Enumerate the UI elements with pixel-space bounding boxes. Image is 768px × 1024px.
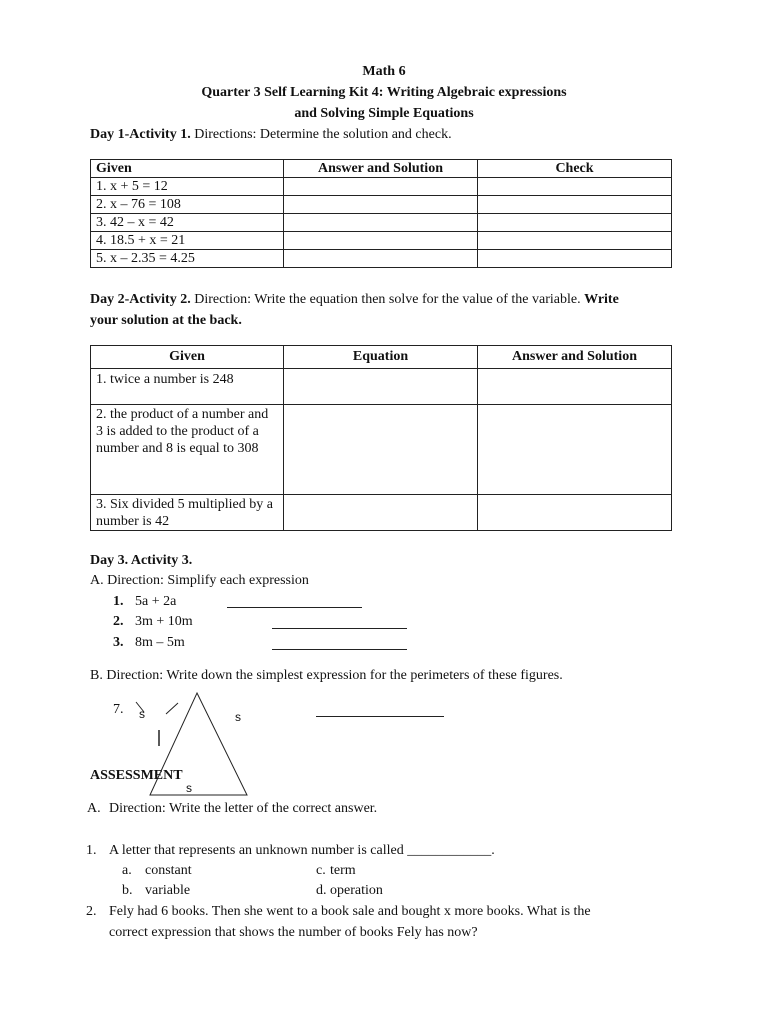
column-header: Answer and Solution	[478, 346, 672, 369]
question-1-text: A letter that represents an unknown number is called ____________.	[109, 843, 495, 858]
question-number: 2.	[86, 904, 97, 919]
table-row	[91, 214, 672, 232]
table-row	[91, 369, 672, 405]
given-cell: 1. twice a number is 248	[91, 369, 284, 405]
check-cell[interactable]	[478, 232, 672, 250]
day3-part-a-direction: A. Direction: Simplify each expression	[90, 573, 309, 588]
day2-direction: Direction: Write the equation then solve for the value of the variable.	[190, 292, 585, 307]
option-text[interactable]: operation	[330, 883, 383, 898]
day2-heading-line2: your solution at the back.	[90, 313, 242, 328]
table-row	[91, 232, 672, 250]
day2-heading	[90, 292, 619, 308]
option-text[interactable]: constant	[145, 863, 192, 878]
assessment-part-a-direction: Direction: Write the letter of the correct answer.	[109, 801, 378, 816]
side-label: s	[186, 781, 192, 795]
day3-heading: Day 3. Activity 3.	[90, 553, 193, 568]
given-cell: 3. Six divided 5 multiplied by a number is 42	[91, 495, 284, 531]
equation-cell[interactable]	[284, 495, 478, 531]
given-cell: 2. x – 76 = 108	[91, 196, 284, 214]
question-number: 1.	[86, 843, 97, 858]
item-7-number: 7.	[113, 702, 124, 717]
question-2-text-line1: Fely had 6 books. Then she went to a book sale and bought x more books. What is the	[109, 904, 591, 919]
day1-heading	[90, 127, 452, 143]
answer-cell[interactable]	[284, 214, 478, 232]
table-header-row	[91, 346, 672, 369]
item-expression: 3m + 10m	[135, 614, 193, 629]
table-row	[91, 495, 672, 531]
column-header: Given	[91, 160, 284, 178]
given-cell: 5. x – 2.35 = 4.25	[91, 250, 284, 268]
day2-label: Day 2-Activity 2.	[90, 292, 191, 307]
day3-part-b-direction: B. Direction: Write down the simplest expression for the perimeters of these figures.	[90, 668, 563, 683]
assessment-part-a-letter: A.	[87, 801, 101, 816]
column-header: Equation	[284, 346, 478, 369]
answer-cell[interactable]	[478, 369, 672, 405]
answer-blank[interactable]	[272, 628, 407, 629]
table-row	[91, 250, 672, 268]
tick-mark	[166, 703, 178, 714]
answer-blank[interactable]	[316, 716, 444, 717]
option-text[interactable]: term	[330, 863, 356, 878]
side-label: s	[235, 710, 241, 724]
option-letter: c.	[316, 863, 326, 878]
check-cell[interactable]	[478, 196, 672, 214]
day2-table	[90, 345, 672, 531]
answer-cell[interactable]	[284, 250, 478, 268]
answer-cell[interactable]	[284, 232, 478, 250]
item-expression: 8m – 5m	[135, 635, 185, 650]
simplify-item	[113, 594, 176, 610]
answer-blank[interactable]	[272, 649, 407, 650]
day1-direction: Directions: Determine the solution and check.	[190, 127, 452, 142]
simplify-item	[113, 614, 193, 630]
option-letter: b.	[122, 883, 133, 898]
question-2-text-line2: correct expression that shows the number of books Fely has now?	[109, 925, 478, 940]
item-number: 1.	[113, 594, 124, 609]
equation-cell[interactable]	[284, 369, 478, 405]
table-row	[91, 196, 672, 214]
answer-cell[interactable]	[478, 405, 672, 495]
given-cell: 3. 42 – x = 42	[91, 214, 284, 232]
check-cell[interactable]	[478, 178, 672, 196]
side-label: s	[139, 707, 145, 721]
answer-cell[interactable]	[478, 495, 672, 531]
option-letter: a.	[122, 863, 132, 878]
item-number: 2.	[113, 614, 124, 629]
given-cell: 2. the product of a number and 3 is added to the product of a number and 8 is equal to 308	[91, 405, 284, 495]
kit-title-line2: and Solving Simple Equations	[294, 106, 474, 121]
check-cell[interactable]	[478, 250, 672, 268]
answer-cell[interactable]	[284, 178, 478, 196]
column-header: Answer and Solution	[284, 160, 478, 178]
equation-cell[interactable]	[284, 405, 478, 495]
day1-table	[90, 159, 672, 268]
table-row	[91, 178, 672, 196]
column-header: Check	[478, 160, 672, 178]
simplify-item	[113, 635, 185, 651]
item-number: 3.	[113, 635, 124, 650]
option-text[interactable]: variable	[145, 883, 191, 898]
table-header-row	[91, 160, 672, 178]
kit-title-line1: Quarter 3 Self Learning Kit 4: Writing Algebraic expressions	[201, 85, 567, 100]
day2-bold-tail: Write	[584, 292, 619, 307]
column-header: Given	[91, 346, 284, 369]
given-cell: 4. 18.5 + x = 21	[91, 232, 284, 250]
assessment-heading: ASSESSMENT	[90, 768, 183, 783]
check-cell[interactable]	[478, 214, 672, 232]
answer-cell[interactable]	[284, 196, 478, 214]
item-expression: 5a + 2a	[135, 594, 177, 609]
answer-blank[interactable]	[227, 607, 362, 608]
option-letter: d.	[316, 883, 327, 898]
given-cell: 1. x + 5 = 12	[91, 178, 284, 196]
table-row	[91, 405, 672, 495]
day1-label: Day 1-Activity 1.	[90, 127, 191, 142]
subject-title: Math 6	[362, 64, 406, 79]
